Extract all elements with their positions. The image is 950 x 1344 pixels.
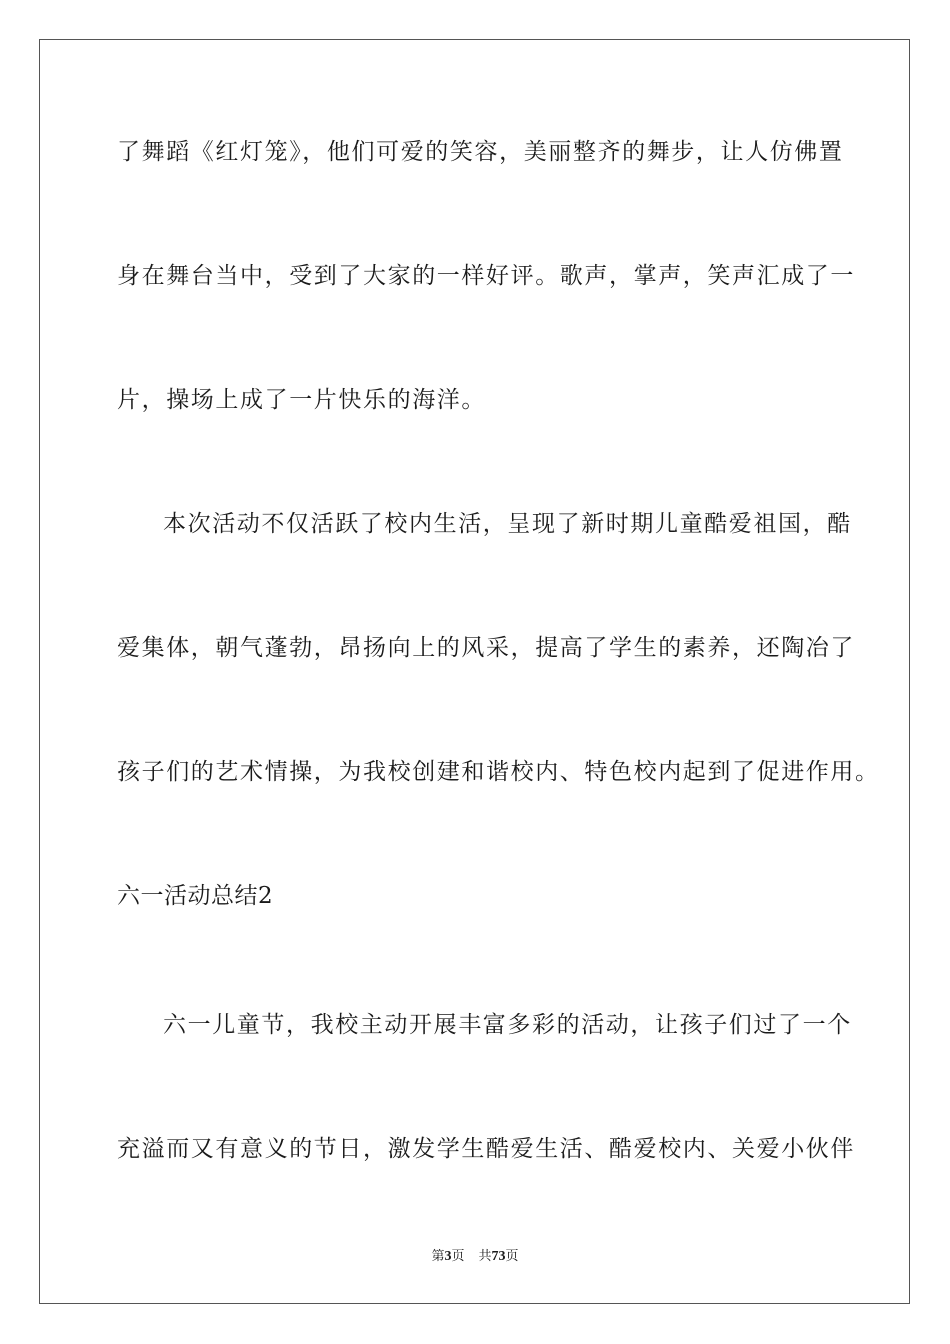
paragraph-first-line: 本次活动不仅活跃了校内生活，呈现了新时期儿童酷爱祖国，酷 [163,511,852,537]
page-number: 3 [444,1249,452,1264]
paragraph-first-line: 六一儿童节，我校主动开展丰富多彩的活动，让孩子们过了一个 [163,1012,852,1038]
total-suffix: 页 [505,1249,519,1264]
page-frame [39,39,910,1304]
total-prefix: 共 [478,1249,492,1264]
body-text-line: 孩子们的艺术情操，为我校创建和谐校内、特色校内起到了促进作用。 [117,759,880,785]
page-prefix: 第 [431,1249,445,1264]
body-text-line: 身在舞台当中，受到了大家的一样好评。歌声，掌声，笑声汇成了一 [117,263,855,289]
body-text-line: 爱集体，朝气蓬勃，昂扬向上的风采，提高了学生的素养，还陶冶了 [117,635,855,661]
body-text-line: 片，操场上成了一片快乐的海洋。 [117,387,486,413]
total-pages: 73 [491,1249,506,1264]
page-footer [0,1245,950,1265]
page-suffix: 页 [451,1249,465,1264]
section-heading: 六一活动总结2 [117,883,274,909]
body-text-line: 充溢而又有意义的节日，激发学生酷爱生活、酷爱校内、关爱小伙伴 [117,1136,855,1162]
body-text-line: 了舞蹈《红灯笼》，他们可爱的笑容，美丽整齐的舞步，让人仿佛置 [117,139,844,165]
